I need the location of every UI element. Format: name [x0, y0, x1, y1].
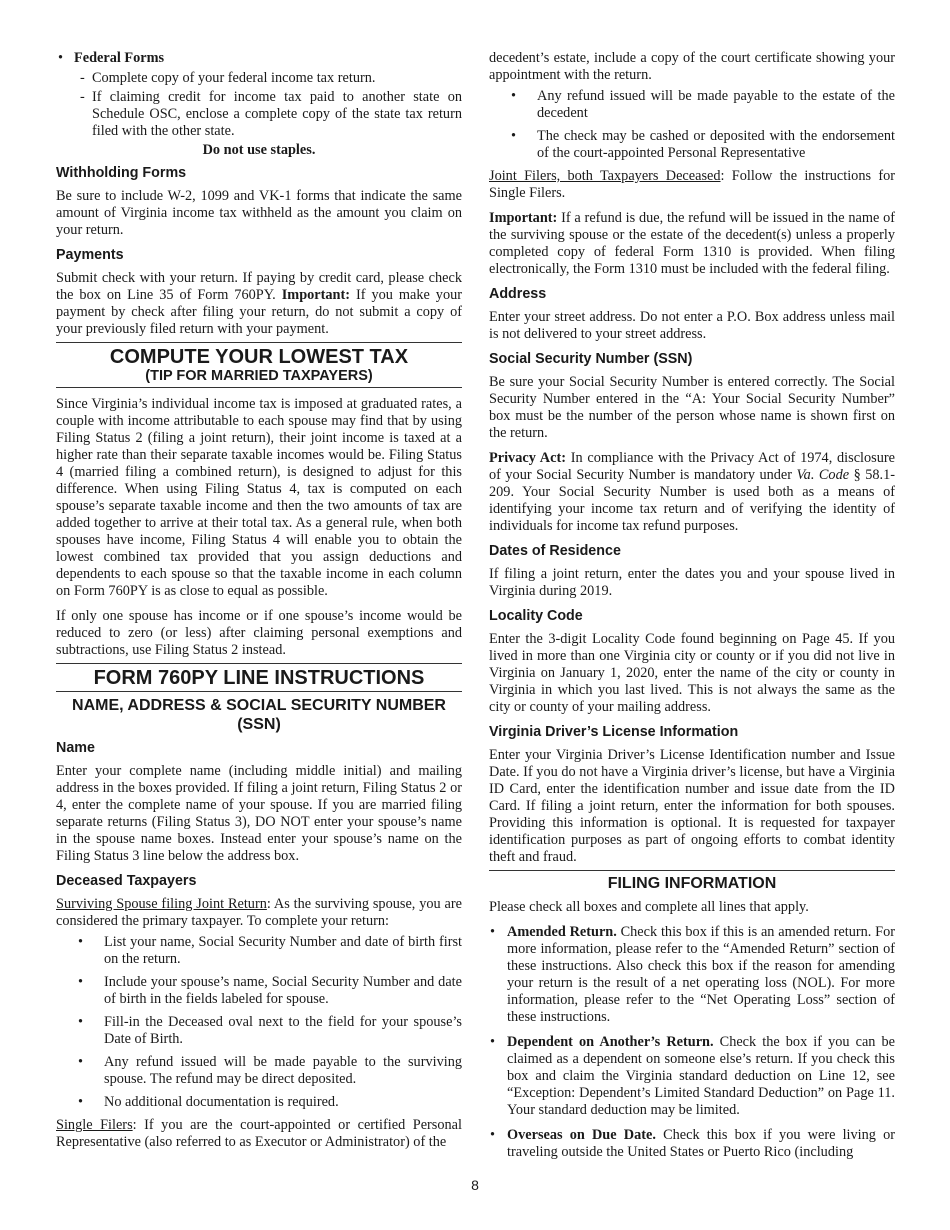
filing-title: FILING INFORMATION	[607, 875, 777, 892]
address-text: Enter your street address. Do not enter a P.O. Box address unless mail is not delivered to your street address.	[489, 309, 895, 342]
deceased-heading: Deceased Taxpayers	[56, 873, 197, 889]
dates-text: If filing a joint return, enter the dates you and your spouse lived in Virginia during 2019.	[489, 566, 895, 599]
filing-list	[489, 924, 895, 1161]
dates-heading: Dates of Residence	[489, 543, 621, 559]
estate-continuation-text: decedent’s estate, include a copy of the court certificate showing your appointment with the return.	[489, 50, 895, 83]
surviving-spouse-text: Surviving Spouse filing Joint Return: As the surviving spouse, you are considered the primary taxpayer. To complete your return:	[56, 896, 462, 929]
filing-item-amended: • Amended Return. Check this box if this is an amended return. For more information, please refer to the “Amended Return” section of these instructions. Also check this box if the reason for amending your return is the result of a net operating loss (NOL). For more information, please refer to the “Net Operating Loss” section of these instructions.	[489, 924, 895, 1026]
withholding-text: Be sure to include W-2, 1099 and VK-1 forms that indicate the same amount of Virginia income tax withheld as the amount you claim on your return.	[56, 188, 462, 238]
federal-forms-sublist	[74, 70, 462, 140]
address-heading: Address	[489, 286, 547, 302]
form-title-box	[56, 663, 462, 692]
surviving-spouse-item: • No additional documentation is required.	[56, 1094, 462, 1111]
estate-item: • Any refund issued will be made payable to the estate of the decedent	[489, 88, 895, 122]
right-column	[489, 50, 895, 1169]
withholding-heading: Withholding Forms	[56, 165, 187, 181]
federal-forms-item	[56, 50, 462, 140]
surviving-spouse-item: • Fill-in the Deceased oval next to the field for your spouse’s Date of Birth.	[56, 1014, 462, 1048]
compute-paragraph-2: If only one spouse has income or if one spouse’s income would be reduced to zero (or less) after claiming personal exemptions and subtractions, use Filing Status 2 instead.	[56, 608, 462, 658]
form-title: FORM 760PY LINE INSTRUCTIONS	[93, 667, 425, 689]
surviving-spouse-item: • List your name, Social Security Number and date of birth first on the return.	[56, 934, 462, 968]
single-filers-text: Single Filers: If you are the court-appointed or certified Personal Representative (also referred to as Executor or Administrator) of the	[56, 1117, 462, 1150]
payments-heading: Payments	[56, 247, 124, 263]
license-text: Enter your Virginia Driver’s License Identification number and Issue Date. If you do not have a Virginia driver’s license, but have a Virginia ID Card, enter the identification number and issue date from the ID Card. If filing a joint return, enter the information for both spouses. Providing this information is optional. It is requested for taxpayer identification purposes as part of ongoing efforts to combat identity theft and fraud.	[489, 747, 895, 865]
left-column	[56, 50, 462, 1159]
compute-subtitle: (TIP FOR MARRIED TAXPAYERS)	[145, 368, 373, 384]
payments-text: Submit check with your return. If paying by credit card, please check the box on Line 35 of Form 760PY. Important: If you make your payment by check after filing your return, do not submit a copy of your previously filed return with your payment.	[56, 270, 463, 337]
federal-forms-title: Federal Forms	[74, 50, 165, 66]
compute-paragraph-1: Since Virginia’s individual income tax is imposed at graduated rates, a couple with income attributable to each spouse may find that by using Filing Status 2 (filing a joint return), their joint income is taxed at a higher rate than their separate taxable incomes would be. Filing Status 4 (married filing a combined return), is designed to adjust for this difference. When using Filing Status 4, tax is computed on each spouse’s separate taxable income and then the two amounts of tax are added together to arrive at their total tax. As a general rule, when both spouses have income, Filing Status 4 will enable you to obtain the lowest combined tax provided that you assign deductions and dependents to each spouse so that the taxable income in each column on Form 760PY is as close to equal as possible.	[56, 396, 462, 599]
surviving-spouse-item: • Any refund issued will be made payable to the surviving spouse. The refund may be direct deposited.	[56, 1054, 462, 1088]
name-text: Enter your complete name (including middle initial) and mailing address in the boxes provided. If filing a joint return, Filing Status 2 or 4, enter the complete name of your spouse. If you are married filing separate returns (Filing Status 3), DO NOT enter your spouse’s name in the spouse name boxes. Instead enter your spouse’s name on the Filing Status 3 line below the address box.	[56, 763, 462, 864]
filing-intro: Please check all boxes and complete all lines that apply.	[489, 899, 809, 915]
surviving-spouse-item: • Include your spouse’s name, Social Security Number and date of birth in the fields labeled for spouse.	[56, 974, 462, 1008]
estate-item: • The check may be cashed or deposited with the endorsement of the court-appointed Personal Representative	[489, 128, 895, 162]
locality-text: Enter the 3-digit Locality Code found beginning on Page 45. If you lived in more than one Virginia city or county or if you did not live in Virginia on January 1, 2020, enter the name of the city or county in Virginia in which you last lived. This is not always the same as the city or county of your mailing address.	[489, 631, 895, 715]
license-heading: Virginia Driver’s License Information	[489, 724, 739, 740]
federal-forms-subitem: - If claiming credit for income tax paid to another state on Schedule OSC, enclose a complete copy of the state tax return filed with the other state.	[74, 89, 462, 140]
joint-filers-text: Joint Filers, both Taxpayers Deceased: Follow the instructions for Single Filers.	[489, 168, 895, 201]
ssn-heading: Social Security Number (SSN)	[489, 351, 693, 367]
locality-heading: Locality Code	[489, 608, 583, 624]
compute-heading-box	[56, 342, 462, 388]
surviving-spouse-list	[56, 934, 462, 1111]
ssn-text: Be sure your Social Security Number is entered correctly. The Social Security Number entered in the “A: Your Social Security Number” box must be the number of the person whose name is shown first on the return.	[489, 374, 895, 441]
compute-title: COMPUTE YOUR LOWEST TAX	[109, 346, 409, 368]
name-section-title: NAME, ADDRESS & SOCIAL SECURITY NUMBER (SSN)	[72, 697, 446, 733]
estate-list	[489, 88, 895, 162]
important-refund-text: Important: If a refund is due, the refund will be issued in the name of the surviving spouse or the estate of the decedent(s) unless a properly completed copy of federal Form 1310 is provided. When filing electronically, the Form 1310 must be included with the federal filing.	[489, 210, 895, 277]
filing-item-overseas: • Overseas on Due Date. Check this box if you were living or traveling outside the United States or Puerto Rico (including	[489, 1127, 895, 1161]
page-number: 8	[471, 1177, 479, 1193]
federal-forms-subitem: - Complete copy of your federal income tax return.	[74, 70, 462, 87]
federal-forms-list	[56, 50, 462, 140]
name-heading: Name	[56, 740, 95, 756]
filing-item-dependent: • Dependent on Another’s Return. Check the box if you can be claimed as a dependent on someone else’s return. If you check this box and claim the Virginia standard deduction on Line 12, see “Exception: Dependent’s Limited Standard Deduction” on Page 11. Your standard deduction may be limited.	[489, 1034, 895, 1119]
no-staples-note: Do not use staples.	[202, 142, 316, 158]
privacy-act-text: Privacy Act: In compliance with the Privacy Act of 1974, disclosure of your Social Security Number is mandatory under Va. Code § 58.1-209. Your Social Security Number is used both as a means of identifying your income tax return and of verifying the identity of individuals for income tax refund purposes.	[489, 450, 896, 534]
filing-heading-box	[489, 870, 895, 893]
